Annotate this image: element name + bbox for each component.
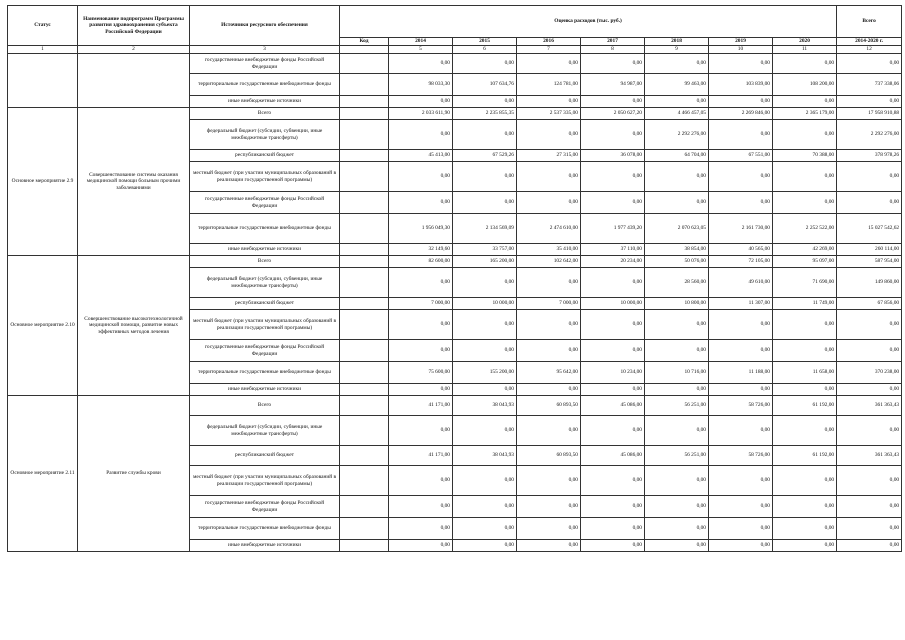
header-year: 2015: [453, 38, 517, 46]
source-cell: федеральный бюджет (субсидии, субвенции, иные межбюджетные трансферты): [190, 120, 340, 150]
year-value-cell: 11 658,00: [773, 362, 837, 384]
header-status: Статус: [8, 6, 78, 46]
year-value-cell: 35 410,00: [517, 244, 581, 256]
year-value-cell: 94 987,00: [581, 74, 645, 96]
year-value-cell: 0,00: [581, 96, 645, 108]
year-value-cell: 0,00: [581, 120, 645, 150]
year-value-cell: 7 000,00: [389, 298, 453, 310]
table-row: [8, 54, 902, 74]
year-value-cell: 42 269,00: [773, 244, 837, 256]
year-value-cell: 0,00: [453, 416, 517, 446]
column-index: 11: [773, 46, 837, 54]
total-value-cell: 378 978,26: [837, 150, 902, 162]
program-name-cell: Развитие службы крови: [78, 396, 190, 552]
source-cell: республиканский бюджет: [190, 298, 340, 310]
year-value-cell: 0,00: [389, 162, 453, 192]
year-value-cell: 36 078,00: [581, 150, 645, 162]
source-cell: территориальные государственные внебюджетные фонды: [190, 74, 340, 96]
year-value-cell: 0,00: [389, 540, 453, 552]
year-value-cell: 38 854,00: [645, 244, 709, 256]
header-year: 2020: [773, 38, 837, 46]
year-value-cell: 0,00: [517, 310, 581, 340]
year-value-cell: 0,00: [645, 310, 709, 340]
code-cell: [340, 162, 389, 192]
total-value-cell: 0,00: [837, 340, 902, 362]
year-value-cell: 2 033 611,90: [389, 108, 453, 120]
year-value-cell: 107 634,76: [453, 74, 517, 96]
status-cell: Основное мероприятие 2.10: [8, 256, 78, 396]
year-value-cell: 60 893,50: [517, 396, 581, 416]
source-cell: государственные внебюджетные фонды Российской Федерации: [190, 496, 340, 518]
year-value-cell: 0,00: [581, 496, 645, 518]
year-value-cell: 0,00: [517, 496, 581, 518]
source-cell: федеральный бюджет (субсидии, субвенции, иные межбюджетные трансферты): [190, 416, 340, 446]
year-value-cell: 58 726,00: [709, 446, 773, 466]
source-cell: территориальные государственные внебюджетные фонды: [190, 362, 340, 384]
header-sources: Источники ресурсного обеспечения: [190, 6, 340, 46]
year-value-cell: 99 463,00: [645, 74, 709, 96]
year-value-cell: 67 551,00: [709, 150, 773, 162]
header-year: 2016: [517, 38, 581, 46]
year-value-cell: 2 252 522,00: [773, 214, 837, 244]
year-value-cell: 11 188,00: [709, 362, 773, 384]
year-value-cell: 0,00: [517, 416, 581, 446]
year-value-cell: 10 000,00: [453, 298, 517, 310]
year-value-cell: 38 043,93: [453, 446, 517, 466]
year-value-cell: 61 192,00: [773, 446, 837, 466]
year-value-cell: 0,00: [709, 120, 773, 150]
year-value-cell: 0,00: [773, 496, 837, 518]
year-value-cell: 0,00: [645, 96, 709, 108]
code-cell: [340, 416, 389, 446]
code-cell: [340, 298, 389, 310]
header-year: 2017: [581, 38, 645, 46]
year-value-cell: 0,00: [773, 192, 837, 214]
year-value-cell: 0,00: [453, 54, 517, 74]
column-index: 5: [389, 46, 453, 54]
year-value-cell: 0,00: [773, 540, 837, 552]
year-value-cell: 27 315,00: [517, 150, 581, 162]
year-value-cell: 0,00: [709, 384, 773, 396]
year-value-cell: 58 726,00: [709, 396, 773, 416]
year-value-cell: 61 192,00: [773, 396, 837, 416]
column-index: 7: [517, 46, 581, 54]
year-value-cell: 41 171,00: [389, 396, 453, 416]
year-value-cell: 0,00: [517, 54, 581, 74]
code-cell: [340, 192, 389, 214]
year-value-cell: 0,00: [773, 120, 837, 150]
year-value-cell: 0,00: [389, 310, 453, 340]
year-value-cell: 0,00: [709, 496, 773, 518]
year-value-cell: 165 200,00: [453, 256, 517, 268]
year-value-cell: 56 251,00: [645, 446, 709, 466]
source-cell: Всего: [190, 256, 340, 268]
source-cell: территориальные государственные внебюджетные фонды: [190, 214, 340, 244]
year-value-cell: 0,00: [581, 310, 645, 340]
year-value-cell: 0,00: [453, 96, 517, 108]
year-value-cell: 0,00: [645, 416, 709, 446]
year-value-cell: 0,00: [581, 416, 645, 446]
source-cell: государственные внебюджетные фонды Российской Федерации: [190, 192, 340, 214]
year-value-cell: 70 388,00: [773, 150, 837, 162]
year-value-cell: 0,00: [517, 120, 581, 150]
code-cell: [340, 244, 389, 256]
source-cell: республиканский бюджет: [190, 446, 340, 466]
program-name-cell: Совершенствование высокотехнологичной медицинской помощи, развитие новых эффективных методов лечения: [78, 256, 190, 396]
year-value-cell: 0,00: [645, 540, 709, 552]
budget-document: [7, 5, 901, 552]
source-cell: местный бюджет (при участии муниципальных образований в реализации государственной программы): [190, 162, 340, 192]
total-value-cell: 15 027 542,62: [837, 214, 902, 244]
year-value-cell: 0,00: [581, 466, 645, 496]
year-value-cell: 2 269 846,00: [709, 108, 773, 120]
year-value-cell: 0,00: [581, 268, 645, 298]
status-cell: Основное мероприятие 2.11: [8, 396, 78, 552]
year-value-cell: 0,00: [709, 466, 773, 496]
year-value-cell: 1 956 049,30: [389, 214, 453, 244]
year-value-cell: 0,00: [581, 340, 645, 362]
year-value-cell: 0,00: [581, 540, 645, 552]
code-cell: [340, 120, 389, 150]
year-value-cell: 64 704,00: [645, 150, 709, 162]
year-value-cell: 10 234,00: [581, 362, 645, 384]
year-value-cell: 98 033,30: [389, 74, 453, 96]
year-value-cell: 2 161 730,00: [709, 214, 773, 244]
year-value-cell: 11 307,00: [709, 298, 773, 310]
year-value-cell: 0,00: [389, 466, 453, 496]
status-cell: Основное мероприятие 2.9: [8, 108, 78, 256]
year-value-cell: 2 292 276,00: [645, 120, 709, 150]
code-cell: [340, 466, 389, 496]
year-value-cell: 72 105,00: [709, 256, 773, 268]
year-value-cell: 0,00: [773, 310, 837, 340]
year-value-cell: 67 529,26: [453, 150, 517, 162]
year-value-cell: 0,00: [709, 162, 773, 192]
year-value-cell: 0,00: [773, 384, 837, 396]
table-row: [8, 396, 902, 416]
total-value-cell: 361 363,43: [837, 446, 902, 466]
year-value-cell: 0,00: [581, 54, 645, 74]
total-value-cell: 587 954,00: [837, 256, 902, 268]
source-cell: республиканский бюджет: [190, 150, 340, 162]
year-value-cell: 0,00: [773, 466, 837, 496]
year-value-cell: 40 565,00: [709, 244, 773, 256]
header-total-period: 2014-2020 г.: [837, 38, 902, 46]
year-value-cell: 0,00: [453, 384, 517, 396]
year-value-cell: 2 537 335,00: [517, 108, 581, 120]
year-value-cell: 0,00: [645, 496, 709, 518]
year-value-cell: 37 110,00: [581, 244, 645, 256]
year-value-cell: 32 149,60: [389, 244, 453, 256]
total-value-cell: 0,00: [837, 54, 902, 74]
year-value-cell: 0,00: [517, 340, 581, 362]
year-value-cell: 0,00: [517, 384, 581, 396]
year-value-cell: 0,00: [389, 384, 453, 396]
year-value-cell: 2 474 610,00: [517, 214, 581, 244]
year-value-cell: 0,00: [389, 340, 453, 362]
code-cell: [340, 340, 389, 362]
total-value-cell: 149 860,00: [837, 268, 902, 298]
year-value-cell: 0,00: [581, 162, 645, 192]
column-index: 9: [645, 46, 709, 54]
header-total: Всего: [837, 6, 902, 38]
code-cell: [340, 496, 389, 518]
column-index: 6: [453, 46, 517, 54]
year-value-cell: 0,00: [453, 120, 517, 150]
code-cell: [340, 108, 389, 120]
year-value-cell: 0,00: [517, 192, 581, 214]
year-value-cell: 60 893,50: [517, 446, 581, 466]
program-name-cell: [78, 54, 190, 108]
year-value-cell: 0,00: [709, 54, 773, 74]
year-value-cell: 0,00: [389, 518, 453, 540]
total-value-cell: 370 238,00: [837, 362, 902, 384]
year-value-cell: 0,00: [709, 416, 773, 446]
year-value-cell: 0,00: [709, 540, 773, 552]
year-value-cell: 0,00: [453, 340, 517, 362]
table-body: [8, 54, 902, 552]
source-cell: государственные внебюджетные фонды Российской Федерации: [190, 340, 340, 362]
year-value-cell: 38 043,93: [453, 396, 517, 416]
code-cell: [340, 518, 389, 540]
total-value-cell: 0,00: [837, 310, 902, 340]
year-value-cell: 20 234,00: [581, 256, 645, 268]
year-value-cell: 33 757,00: [453, 244, 517, 256]
year-value-cell: 0,00: [709, 192, 773, 214]
source-cell: местный бюджет (при участии муниципальных образований в реализации государственной программы): [190, 466, 340, 496]
source-cell: местный бюджет (при участии муниципальных образований в реализации государственной программы): [190, 310, 340, 340]
code-cell: [340, 362, 389, 384]
year-value-cell: 0,00: [709, 310, 773, 340]
budget-table: [7, 5, 902, 552]
year-value-cell: 0,00: [453, 496, 517, 518]
year-value-cell: 75 600,00: [389, 362, 453, 384]
year-value-cell: 11 749,00: [773, 298, 837, 310]
year-value-cell: 10 716,00: [645, 362, 709, 384]
source-cell: иные внебюджетные источники: [190, 96, 340, 108]
year-value-cell: 82 600,00: [389, 256, 453, 268]
source-cell: федеральный бюджет (субсидии, субвенции, иные межбюджетные трансферты): [190, 268, 340, 298]
year-value-cell: 56 251,00: [645, 396, 709, 416]
year-value-cell: 0,00: [709, 96, 773, 108]
year-value-cell: 7 000,00: [517, 298, 581, 310]
source-cell: иные внебюджетные источники: [190, 244, 340, 256]
column-index: 8: [581, 46, 645, 54]
year-value-cell: 0,00: [389, 54, 453, 74]
header-estimate: Оценка расходов (тыс. руб.): [340, 6, 837, 38]
year-value-cell: 0,00: [709, 518, 773, 540]
total-value-cell: 0,00: [837, 192, 902, 214]
year-value-cell: 0,00: [453, 540, 517, 552]
total-value-cell: 0,00: [837, 162, 902, 192]
code-cell: [340, 310, 389, 340]
year-value-cell: 0,00: [517, 162, 581, 192]
header-year: 2014: [389, 38, 453, 46]
year-value-cell: 45 086,00: [581, 396, 645, 416]
source-cell: иные внебюджетные источники: [190, 540, 340, 552]
year-value-cell: 0,00: [389, 192, 453, 214]
year-value-cell: 0,00: [517, 466, 581, 496]
year-value-cell: 0,00: [773, 54, 837, 74]
column-index: 12: [837, 46, 902, 54]
year-value-cell: 0,00: [389, 416, 453, 446]
code-cell: [340, 268, 389, 298]
year-value-cell: 0,00: [517, 96, 581, 108]
total-value-cell: 0,00: [837, 416, 902, 446]
year-value-cell: 45 086,00: [581, 446, 645, 466]
code-cell: [340, 96, 389, 108]
year-value-cell: 102 642,00: [517, 256, 581, 268]
total-value-cell: 2 292 276,00: [837, 120, 902, 150]
total-value-cell: 737 338,06: [837, 74, 902, 96]
year-value-cell: 50 076,00: [645, 256, 709, 268]
year-value-cell: 0,00: [709, 340, 773, 362]
code-cell: [340, 256, 389, 268]
code-cell: [340, 74, 389, 96]
year-value-cell: 2 134 569,09: [453, 214, 517, 244]
code-cell: [340, 214, 389, 244]
source-cell: иные внебюджетные источники: [190, 384, 340, 396]
year-value-cell: 0,00: [581, 192, 645, 214]
year-value-cell: 124 781,00: [517, 74, 581, 96]
year-value-cell: 0,00: [517, 268, 581, 298]
source-cell: государственные внебюджетные фонды Российской Федерации: [190, 54, 340, 74]
total-value-cell: 67 856,00: [837, 298, 902, 310]
total-value-cell: 361 363,43: [837, 396, 902, 416]
year-value-cell: 0,00: [773, 518, 837, 540]
code-cell: [340, 540, 389, 552]
column-index: 1: [8, 46, 78, 54]
year-value-cell: 0,00: [453, 518, 517, 540]
year-value-cell: 103 839,00: [709, 74, 773, 96]
year-value-cell: 49 610,00: [709, 268, 773, 298]
year-value-cell: 0,00: [773, 162, 837, 192]
year-value-cell: 41 171,00: [389, 446, 453, 466]
total-value-cell: 0,00: [837, 384, 902, 396]
year-value-cell: 28 560,00: [645, 268, 709, 298]
source-cell: Всего: [190, 396, 340, 416]
total-value-cell: 0,00: [837, 540, 902, 552]
year-value-cell: 0,00: [773, 416, 837, 446]
total-value-cell: 0,00: [837, 518, 902, 540]
year-value-cell: 2 070 623,05: [645, 214, 709, 244]
column-index: [340, 46, 389, 54]
column-index-row: [8, 46, 902, 54]
code-cell: [340, 150, 389, 162]
year-value-cell: 0,00: [453, 310, 517, 340]
year-value-cell: 0,00: [389, 268, 453, 298]
year-value-cell: 2 365 179,00: [773, 108, 837, 120]
year-value-cell: 45 413,00: [389, 150, 453, 162]
total-value-cell: 0,00: [837, 496, 902, 518]
header-code: Код: [340, 38, 389, 46]
year-value-cell: 0,00: [389, 120, 453, 150]
column-index: 10: [709, 46, 773, 54]
year-value-cell: 108 200,00: [773, 74, 837, 96]
year-value-cell: 0,00: [453, 268, 517, 298]
table-row: [8, 108, 902, 120]
code-cell: [340, 54, 389, 74]
year-value-cell: 71 690,00: [773, 268, 837, 298]
year-value-cell: 0,00: [645, 54, 709, 74]
year-value-cell: 0,00: [517, 518, 581, 540]
header-year: 2019: [709, 38, 773, 46]
year-value-cell: 2 235 855,35: [453, 108, 517, 120]
source-cell: Всего: [190, 108, 340, 120]
total-value-cell: 17 958 910,88: [837, 108, 902, 120]
code-cell: [340, 446, 389, 466]
status-cell: [8, 54, 78, 108]
year-value-cell: 0,00: [645, 518, 709, 540]
year-value-cell: 10 800,00: [645, 298, 709, 310]
year-value-cell: 1 977 439,20: [581, 214, 645, 244]
code-cell: [340, 384, 389, 396]
code-cell: [340, 396, 389, 416]
header-year: 2018: [645, 38, 709, 46]
source-cell: территориальные государственные внебюджетные фонды: [190, 518, 340, 540]
year-value-cell: 0,00: [645, 340, 709, 362]
year-value-cell: 10 000,00: [581, 298, 645, 310]
year-value-cell: 0,00: [645, 162, 709, 192]
column-index: 2: [78, 46, 190, 54]
year-value-cell: 0,00: [645, 466, 709, 496]
year-value-cell: 0,00: [389, 96, 453, 108]
year-value-cell: 2 050 627,20: [581, 108, 645, 120]
year-value-cell: 0,00: [773, 96, 837, 108]
year-value-cell: 0,00: [389, 496, 453, 518]
total-value-cell: 0,00: [837, 96, 902, 108]
year-value-cell: 0,00: [645, 192, 709, 214]
year-value-cell: 155 200,00: [453, 362, 517, 384]
year-value-cell: 0,00: [773, 340, 837, 362]
year-value-cell: 0,00: [581, 384, 645, 396]
column-index: 3: [190, 46, 340, 54]
year-value-cell: 95 097,00: [773, 256, 837, 268]
header-program: Наименование подпрограмм Программы развития здравоохранения субъекта Российской Федерации: [78, 6, 190, 46]
year-value-cell: 0,00: [517, 540, 581, 552]
year-value-cell: 0,00: [453, 192, 517, 214]
total-value-cell: 0,00: [837, 466, 902, 496]
year-value-cell: 95 642,00: [517, 362, 581, 384]
table-row: [8, 256, 902, 268]
year-value-cell: 0,00: [453, 162, 517, 192]
year-value-cell: 0,00: [645, 384, 709, 396]
year-value-cell: 0,00: [581, 518, 645, 540]
year-value-cell: 0,00: [453, 466, 517, 496]
program-name-cell: Совершенствование системы оказания медицинской помощи больным прочими заболеваниями: [78, 108, 190, 256]
year-value-cell: 4 466 457,05: [645, 108, 709, 120]
total-value-cell: 260 114,00: [837, 244, 902, 256]
